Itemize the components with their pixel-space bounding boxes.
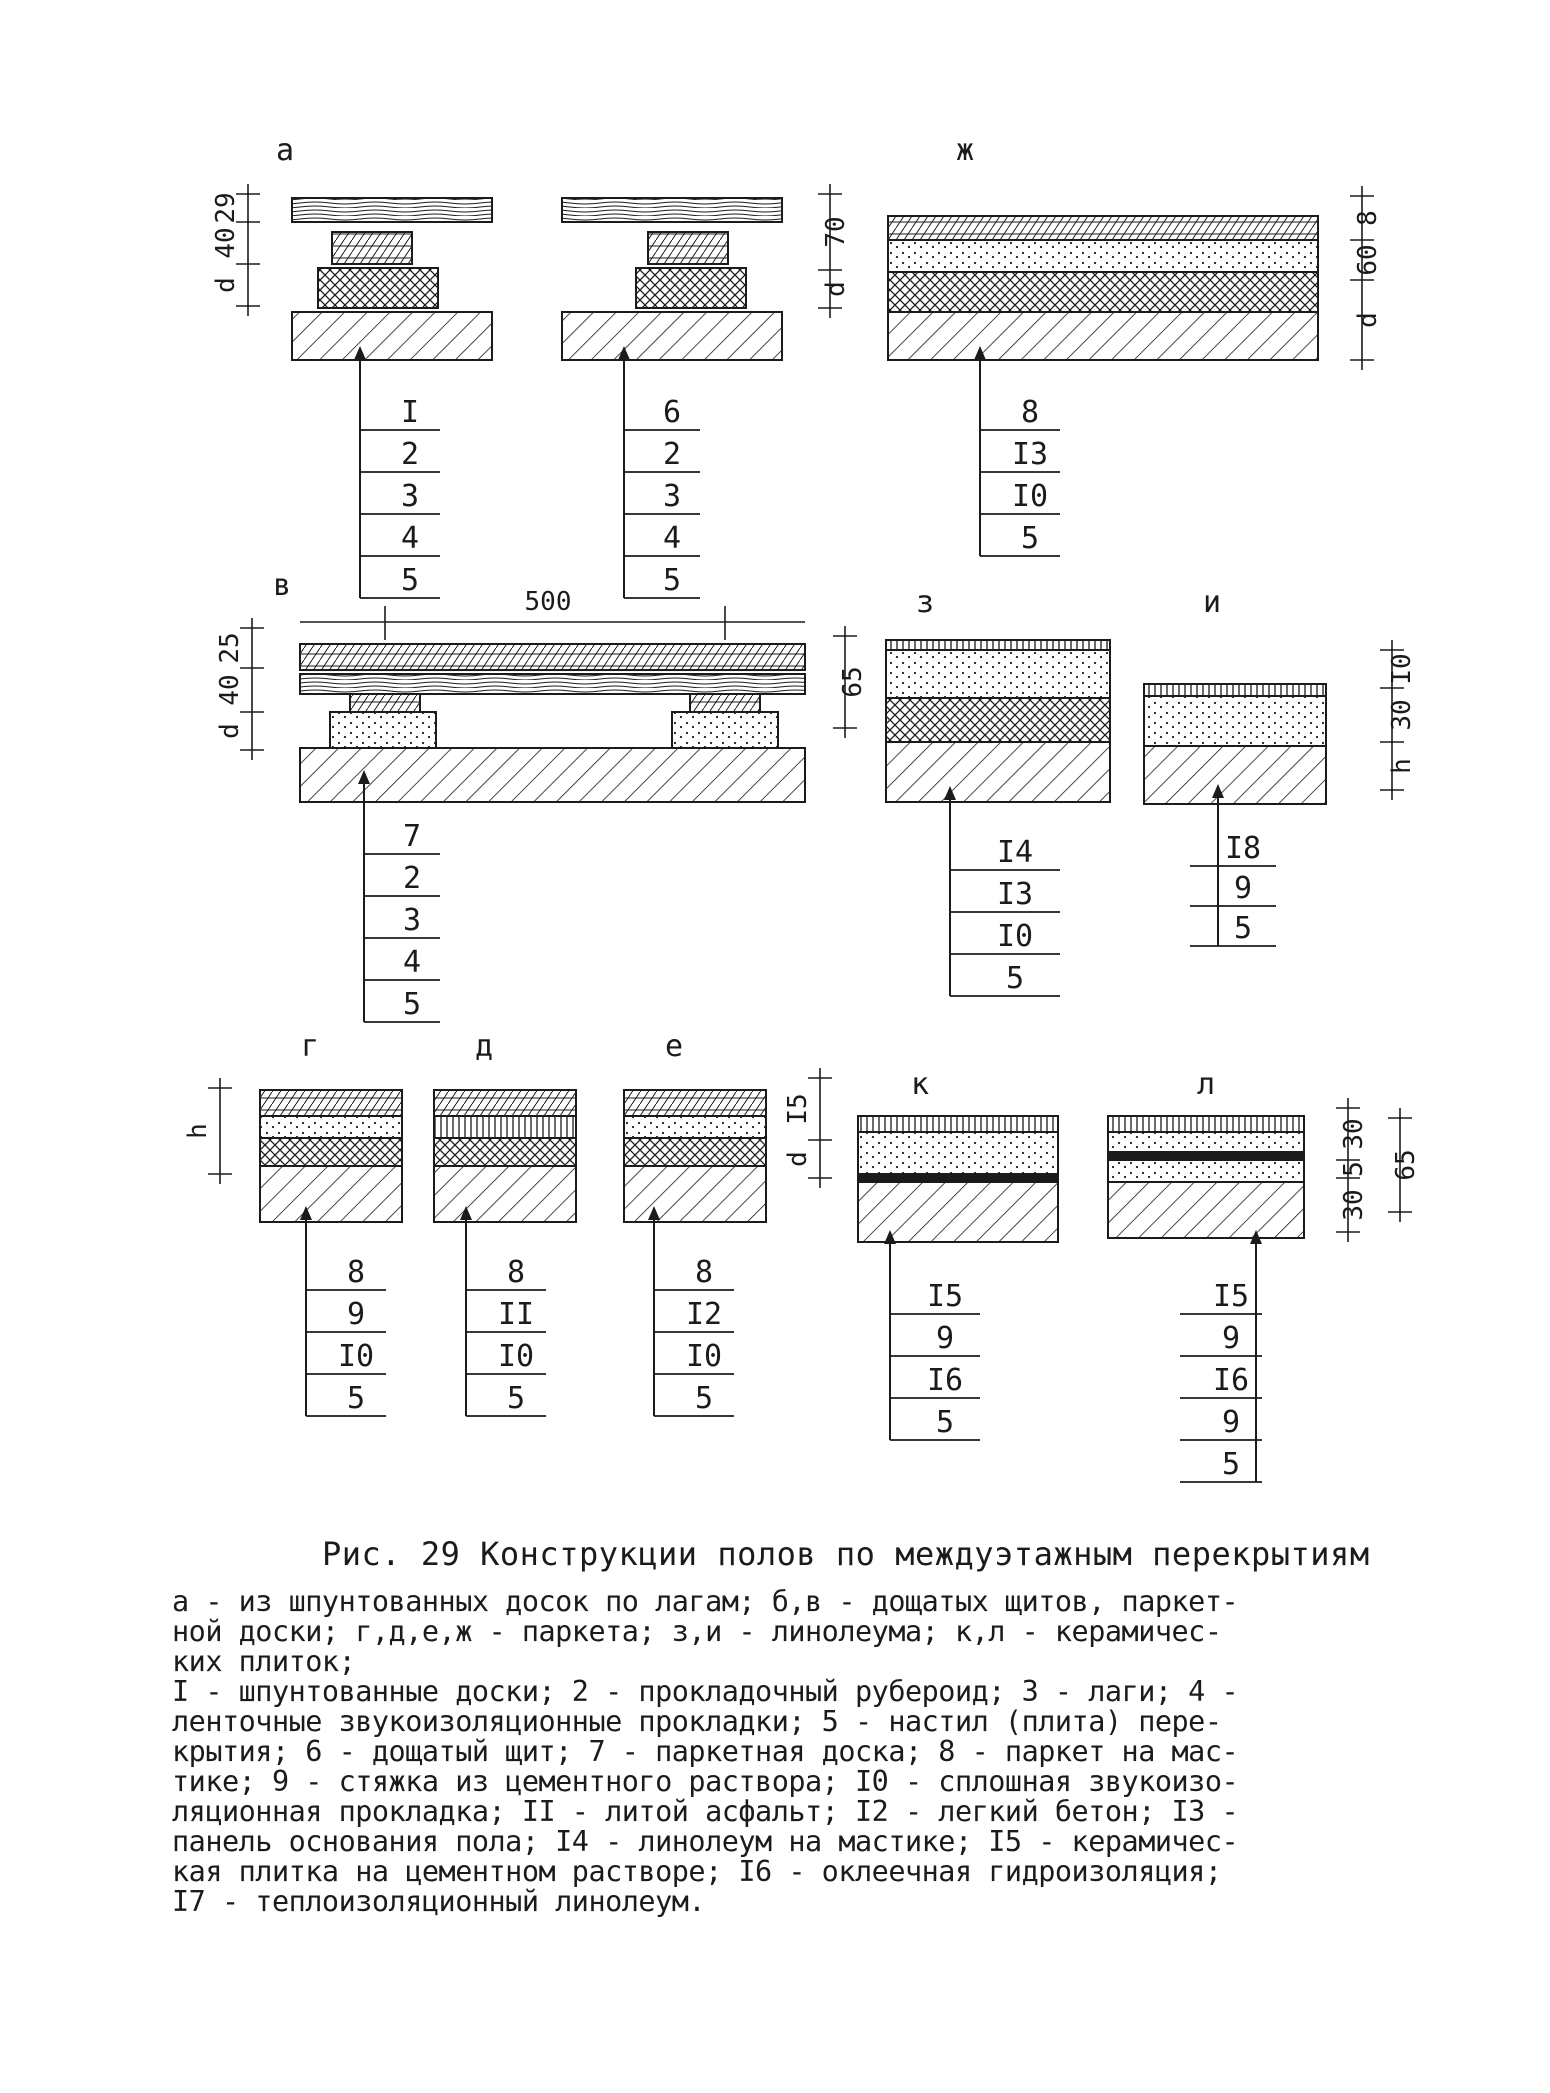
- legend-label: 5: [662, 563, 682, 598]
- panel-letter: з: [915, 585, 935, 620]
- board-layer: [300, 674, 805, 694]
- sound-strip-left: [330, 712, 436, 748]
- dimension-label: h: [183, 1123, 213, 1139]
- panel-letter: ж: [955, 133, 975, 168]
- sound-layer: [886, 698, 1110, 742]
- caption-line: кая плитка на цементном растворе; I6 - оклеечная гидроизоляция;: [172, 1855, 1222, 1888]
- caption-line: ких плиток;: [172, 1645, 356, 1678]
- panel-zh: [888, 133, 1383, 556]
- parquet: [260, 1090, 402, 1116]
- legend-label: 8: [346, 1255, 366, 1290]
- panel-letter: л: [1196, 1067, 1216, 1102]
- legend-label: I6: [1212, 1363, 1250, 1398]
- legend-label: 5: [402, 987, 422, 1022]
- panel-v: [215, 568, 868, 1022]
- caption-line: панель основания пола; I4 - линолеум на мастике; I5 - керамичес-: [172, 1825, 1239, 1858]
- parquet-board: [300, 644, 805, 670]
- linoleum: [1144, 684, 1326, 696]
- waterproofing: [858, 1174, 1058, 1182]
- legend-label: I2: [685, 1297, 723, 1332]
- dimension-label: d: [783, 1151, 813, 1167]
- sound-strip: [318, 268, 438, 308]
- dimension-label: 40: [211, 227, 241, 259]
- slab: [260, 1166, 402, 1222]
- legend-label: 5: [1020, 521, 1040, 556]
- dimension-label: 30: [1339, 1118, 1369, 1150]
- dimension-label: 40: [215, 674, 245, 706]
- screed: [1144, 696, 1326, 746]
- legend-label: I0: [497, 1339, 535, 1374]
- dimension-label: 65: [1391, 1149, 1421, 1181]
- legend-label: I6: [926, 1363, 964, 1398]
- slab: [858, 1182, 1058, 1242]
- legend-label: 5: [346, 1381, 366, 1416]
- dimension-label: 60: [1353, 244, 1383, 276]
- panel-i: [1144, 585, 1417, 946]
- dimension-label: d: [211, 277, 241, 293]
- panel-d: [434, 1029, 576, 1416]
- legend-label: I5: [926, 1279, 964, 1314]
- sound-layer: [624, 1138, 766, 1166]
- caption-line: а - из шпунтованных досок по лагам; б,в - дощатых щитов, паркет-: [172, 1585, 1239, 1618]
- legend-label: I0: [337, 1339, 375, 1374]
- panel-letter: а: [275, 133, 295, 168]
- legend-label: 5: [935, 1405, 955, 1440]
- caption-line: ляционная прокладка; II - литой асфальт; I2 - легкий бетон; I3 -: [172, 1795, 1239, 1828]
- slab: [1144, 746, 1326, 804]
- legend-label: 4: [402, 945, 422, 980]
- legend-label: 5: [506, 1381, 526, 1416]
- slab: [624, 1166, 766, 1222]
- sound-strip: [636, 268, 746, 308]
- legend-label: I: [400, 395, 420, 430]
- panels: [183, 133, 1421, 1482]
- panel-letter: и: [1202, 585, 1222, 620]
- slab: [888, 312, 1318, 360]
- legend-label: 3: [400, 479, 420, 514]
- legend-label: 8: [1020, 395, 1040, 430]
- slab: [300, 748, 805, 802]
- slab: [292, 312, 492, 360]
- cast-asphalt: [434, 1116, 576, 1138]
- dimension-label: 5: [1339, 1161, 1369, 1177]
- screed-lower: [1108, 1160, 1304, 1182]
- panel-g: [183, 1029, 402, 1416]
- sound-layer: [434, 1138, 576, 1166]
- dimension-label: 29: [211, 192, 241, 224]
- sound-strip-right: [672, 712, 778, 748]
- legend-label: 5: [400, 563, 420, 598]
- legend-label: I4: [996, 835, 1034, 870]
- panel-a: [211, 133, 492, 598]
- panel-b: [562, 184, 851, 598]
- legend-label: I3: [1011, 437, 1049, 472]
- screed: [858, 1132, 1058, 1174]
- waterproofing: [1108, 1152, 1304, 1160]
- base-panel: [888, 240, 1318, 272]
- legend-label: 7: [402, 819, 422, 854]
- parquet: [624, 1090, 766, 1116]
- dimension-label: d: [821, 281, 851, 297]
- dimension-label: I5: [783, 1093, 813, 1125]
- legend-label: 3: [662, 479, 682, 514]
- legend-label: II: [497, 1297, 535, 1332]
- caption-line: тике; 9 - стяжка из цементного раствора; I0 - сплошная звукоизо-: [172, 1765, 1239, 1798]
- parquet-layer: [888, 216, 1318, 240]
- dimension-label: 30: [1387, 699, 1417, 731]
- caption-line: ленточные звукоизоляционные прокладки; 5 - настил (плита) пере-: [172, 1705, 1222, 1738]
- legend-label: 4: [400, 521, 420, 556]
- caption-line: I - шпунтованные доски; 2 - прокладочный рубероид; 3 - лаги; 4 -: [172, 1675, 1239, 1708]
- floorboard-layer: [292, 198, 492, 222]
- legend-label: 9: [935, 1321, 955, 1356]
- dimension-label: 25: [215, 632, 245, 664]
- dimension-label: 70: [821, 216, 851, 248]
- dimension-label: 8: [1353, 210, 1383, 226]
- legend-label: 9: [1221, 1321, 1241, 1356]
- panel-letter: д: [474, 1029, 494, 1064]
- legend-label: 5: [1221, 1447, 1241, 1482]
- legend-label: 3: [402, 903, 422, 938]
- legend-label: I5: [1212, 1279, 1250, 1314]
- legend-label: I0: [996, 919, 1034, 954]
- dimension-label: d: [1353, 312, 1383, 328]
- dimension-label: I0: [1387, 653, 1417, 685]
- legend-label: 6: [662, 395, 682, 430]
- slab: [562, 312, 782, 360]
- caption-line: ной доски; г,д,е,ж - паркета; з,и - линолеума; к,л - керамичес-: [172, 1615, 1222, 1648]
- joist: [648, 232, 728, 264]
- span-label: 500: [524, 587, 572, 617]
- legend-label: 2: [402, 861, 422, 896]
- ceramic-tile: [858, 1116, 1058, 1132]
- dimension-label: d: [215, 723, 245, 739]
- dimension-label: 65: [838, 666, 868, 698]
- legend-label: 2: [662, 437, 682, 472]
- ceramic-tile: [1108, 1116, 1304, 1132]
- slab: [434, 1166, 576, 1222]
- legend-label: 5: [694, 1381, 714, 1416]
- panel-l: [1108, 1067, 1421, 1482]
- sound-layer: [260, 1138, 402, 1166]
- panel-e: [624, 1029, 766, 1416]
- panel-k: [783, 1067, 1058, 1440]
- dimension-label: 30: [1339, 1189, 1369, 1221]
- legend-label: 9: [346, 1297, 366, 1332]
- joist: [332, 232, 412, 264]
- screed-upper: [1108, 1132, 1304, 1152]
- legend-label: I8: [1224, 831, 1262, 866]
- legend-label: 5: [1233, 911, 1253, 946]
- base-panel: [886, 650, 1110, 698]
- legend-label: 5: [1005, 961, 1025, 996]
- board-panel: [562, 198, 782, 222]
- slab: [1108, 1182, 1304, 1238]
- legend-label: 8: [506, 1255, 526, 1290]
- sound-layer: [888, 272, 1318, 312]
- dimension-label: h: [1387, 758, 1417, 774]
- caption-title: Рис. 29 Конструкции полов по междуэтажным перекрытиям: [322, 1535, 1370, 1573]
- screed: [260, 1116, 402, 1138]
- caption-line: I7 - теплоизоляционный линолеум.: [172, 1885, 706, 1918]
- legend-label: 9: [1233, 871, 1253, 906]
- slab: [886, 742, 1110, 802]
- caption-text: [172, 1587, 1392, 1917]
- panel-letter: е: [664, 1029, 684, 1064]
- light-concrete: [624, 1116, 766, 1138]
- parquet: [434, 1090, 576, 1116]
- legend-label: 2: [400, 437, 420, 472]
- legend-label: 8: [694, 1255, 714, 1290]
- panel-letter: в: [272, 568, 292, 603]
- caption-line: крытия; 6 - дощатый щит; 7 - паркетная доска; 8 - паркет на мас-: [172, 1735, 1239, 1768]
- panel-letter: к: [910, 1067, 930, 1102]
- legend-label: 9: [1221, 1405, 1241, 1440]
- linoleum: [886, 640, 1110, 650]
- legend-label: I3: [996, 877, 1034, 912]
- legend-label: 4: [662, 521, 682, 556]
- figure-caption: [172, 1535, 1392, 1917]
- legend-label: I0: [685, 1339, 723, 1374]
- legend-label: I0: [1011, 479, 1049, 514]
- panel-z: [886, 585, 1110, 996]
- panel-letter: г: [300, 1029, 320, 1064]
